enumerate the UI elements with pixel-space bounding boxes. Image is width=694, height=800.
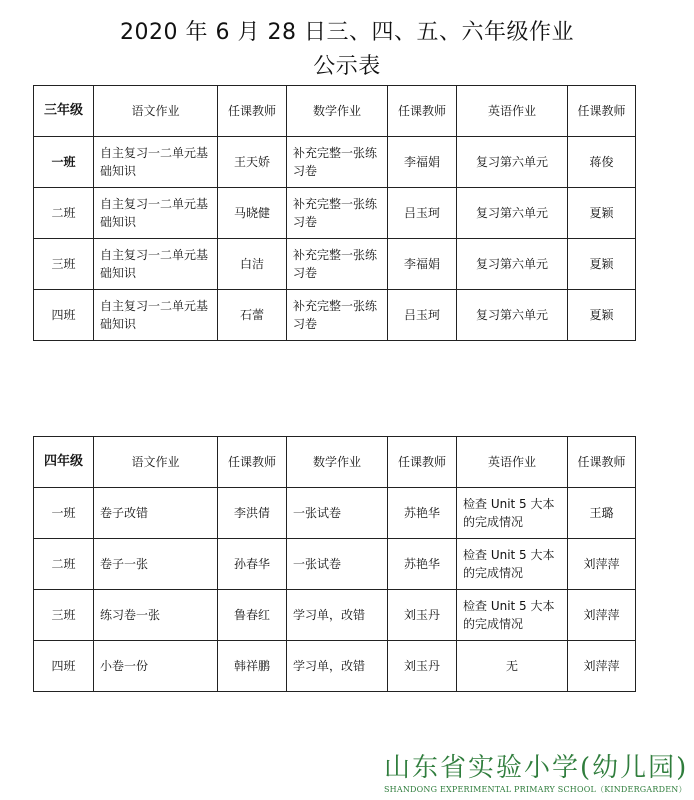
english-homework: 无 [457,641,568,692]
chinese-teacher: 马晓健 [218,188,287,239]
chinese-homework: 小卷一份 [94,641,218,692]
english-teacher: 夏颖 [568,239,636,290]
math-teacher: 吕玉珂 [388,188,457,239]
class-name: 二班 [34,539,94,590]
column-header-math-homework: 数学作业 [287,86,388,137]
class-name: 二班 [34,188,94,239]
column-header-english-homework: 英语作业 [457,86,568,137]
english-teacher: 夏颖 [568,188,636,239]
math-teacher: 刘玉丹 [388,641,457,692]
chinese-homework: 自主复习一二单元基础知识 [94,188,218,239]
column-header-teacher: 任课教师 [218,437,287,488]
english-homework: 检查 Unit 5 大本的完成情况 [457,488,568,539]
chinese-teacher: 石蕾 [218,290,287,341]
title-line-2: 公示表 [313,54,381,79]
math-teacher: 李福娟 [388,239,457,290]
math-homework: 补充完整一张练习卷 [287,290,388,341]
english-homework: 复习第六单元 [457,290,568,341]
chinese-teacher: 白洁 [218,239,287,290]
english-teacher: 刘萍萍 [568,641,636,692]
column-header-teacher: 任课教师 [388,437,457,488]
class-name: 三班 [34,239,94,290]
math-homework: 学习单，改错 [287,590,388,641]
table-row [34,590,636,641]
table-row [34,137,636,188]
chinese-homework: 自主复习一二单元基础知识 [94,137,218,188]
class-name: 四班 [34,290,94,341]
table-header-row [34,437,636,488]
class-name: 一班 [34,137,94,188]
chinese-teacher: 王天娇 [218,137,287,188]
chinese-homework: 卷子改错 [94,488,218,539]
column-header-chinese-homework: 语文作业 [94,437,218,488]
column-header-english-homework: 英语作业 [457,437,568,488]
column-header-teacher: 任课教师 [568,437,636,488]
math-homework: 补充完整一张练习卷 [287,137,388,188]
table-row [34,239,636,290]
class-name: 三班 [34,590,94,641]
math-teacher: 苏艳华 [388,488,457,539]
column-header-chinese-homework: 语文作业 [94,86,218,137]
math-teacher: 刘玉丹 [388,590,457,641]
math-teacher: 李福娟 [388,137,457,188]
english-teacher: 蒋俊 [568,137,636,188]
english-homework: 检查 Unit 5 大本的完成情况 [457,590,568,641]
english-teacher: 王璐 [568,488,636,539]
chinese-teacher: 李洪倩 [218,488,287,539]
chinese-homework: 自主复习一二单元基础知识 [94,239,218,290]
table-row [34,539,636,590]
english-teacher: 刘萍萍 [568,539,636,590]
table-row [34,188,636,239]
title-line-1: 2020 年 6 月 28 日三、四、五、六年级作业 [120,20,574,45]
table-row [34,290,636,341]
chinese-homework: 卷子一张 [94,539,218,590]
table-header-row [34,86,636,137]
school-name-english: SHANDONG EXPERIMENTAL PRIMARY SCHOOL（KINDERGARDEN） [384,785,687,794]
class-name: 四班 [34,641,94,692]
table-row [34,641,636,692]
math-homework: 学习单，改错 [287,641,388,692]
page-title [0,16,694,84]
chinese-teacher: 鲁春红 [218,590,287,641]
chinese-teacher: 韩祥鹏 [218,641,287,692]
grade-label: 四年级 [34,437,94,488]
math-teacher: 吕玉珂 [388,290,457,341]
table-row [34,488,636,539]
math-teacher: 苏艳华 [388,539,457,590]
english-homework: 复习第六单元 [457,239,568,290]
chinese-homework: 练习卷一张 [94,590,218,641]
english-homework: 复习第六单元 [457,137,568,188]
class-name: 一班 [34,488,94,539]
english-teacher: 夏颖 [568,290,636,341]
math-homework: 一张试卷 [287,539,388,590]
math-homework: 补充完整一张练习卷 [287,239,388,290]
school-logo [384,752,689,796]
english-homework: 复习第六单元 [457,188,568,239]
grade4-homework-table [33,436,636,692]
chinese-homework: 自主复习一二单元基础知识 [94,290,218,341]
english-homework: 检查 Unit 5 大本的完成情况 [457,539,568,590]
math-homework: 补充完整一张练习卷 [287,188,388,239]
math-homework: 一张试卷 [287,488,388,539]
column-header-teacher: 任课教师 [568,86,636,137]
column-header-math-homework: 数学作业 [287,437,388,488]
column-header-teacher: 任课教师 [388,86,457,137]
grade3-homework-table [33,85,636,341]
english-teacher: 刘萍萍 [568,590,636,641]
chinese-teacher: 孙春华 [218,539,287,590]
grade-label: 三年级 [34,86,94,137]
column-header-teacher: 任课教师 [218,86,287,137]
school-name-chinese: 山东省实验小学(幼儿园) [384,753,689,783]
